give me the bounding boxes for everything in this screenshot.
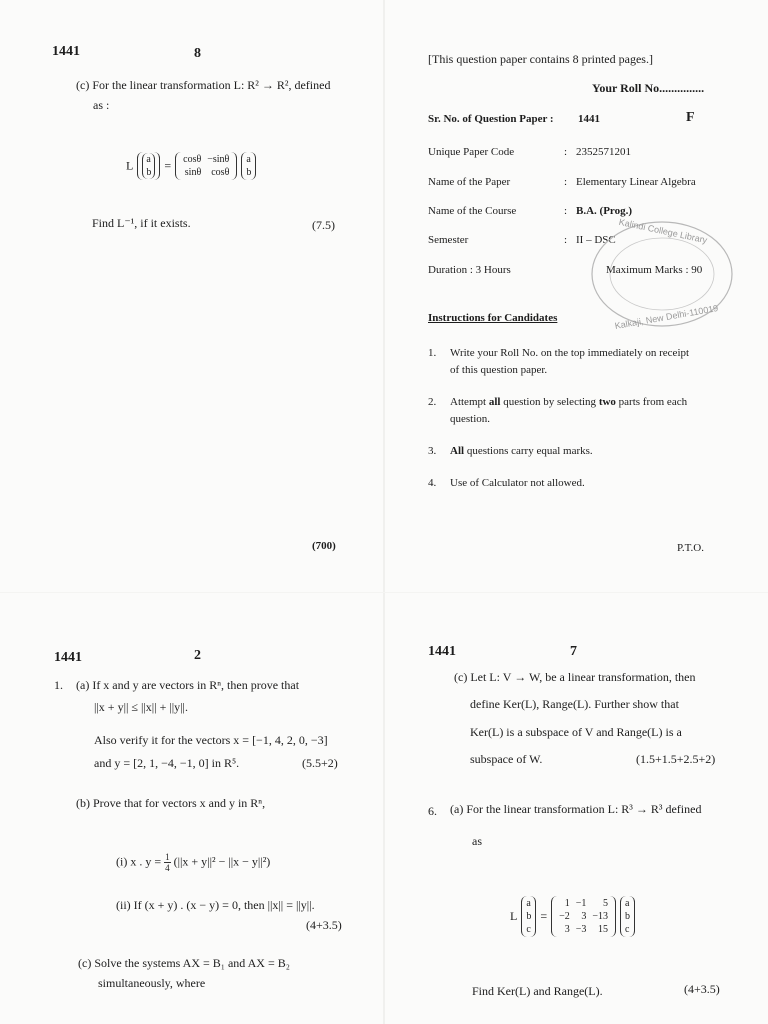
cover-row-value: B.A. (Prog.) bbox=[576, 205, 633, 217]
fold-line-vertical bbox=[383, 0, 385, 1024]
page-8-question-c-line1: (c) For the linear transformation L: R² → R², defined bbox=[76, 78, 331, 92]
page-7-number: 7 bbox=[570, 644, 577, 659]
page-8-marks: (7.5) bbox=[312, 218, 335, 232]
vector-entry: b bbox=[526, 911, 532, 922]
instruction-text: Write your Roll No. on the top immediately on receipt bbox=[450, 347, 690, 359]
operator-L: L bbox=[510, 909, 518, 924]
input-vector bbox=[137, 152, 160, 180]
fold-line-horizontal bbox=[0, 592, 768, 593]
cover-duration: Duration : 3 Hours bbox=[428, 264, 511, 276]
matrix-cell: 3 bbox=[581, 911, 587, 922]
vector-entry: b bbox=[625, 911, 631, 922]
matrix-cell: 5 bbox=[603, 898, 609, 909]
matrix-cell: cosθ bbox=[183, 154, 202, 165]
question-1b-part-i: (i) x . y = $\frac{1}{4}$ (||x + y||² − ||x − y||²) bbox=[116, 852, 271, 873]
vector-entry: a bbox=[526, 898, 531, 909]
vector-entry: c bbox=[526, 924, 531, 935]
question-1b-part-ii: (ii) If (x + y) . (x − y) = 0, then ||x|| = ||y||. bbox=[116, 898, 315, 912]
instructions-title: Instructions for Candidates bbox=[428, 312, 558, 324]
cover-row-colon: : bbox=[564, 176, 568, 188]
matrix-cell: −13 bbox=[592, 911, 609, 922]
instruction-text: question. bbox=[450, 413, 491, 425]
matrix-cell: 1 bbox=[564, 898, 570, 909]
output-vector bbox=[620, 896, 635, 937]
cover-row-value: Elementary Linear Algebra bbox=[576, 176, 696, 188]
vector-entry: a bbox=[146, 154, 151, 165]
cover-row-label: Semester bbox=[428, 234, 469, 246]
question-5c-line4: subspace of W. bbox=[470, 752, 543, 766]
question-5c-line1: (c) Let L: V → W, be a linear transformation, then bbox=[454, 670, 696, 684]
page-8-transformation-equation: L a b = cosθ −sinθ sinθ cosθ a b bbox=[126, 152, 256, 180]
question-6a-line1: (a) For the linear transformation L: R³ → R³ defined bbox=[450, 802, 702, 816]
page-8-paper-code: 1441 bbox=[52, 44, 80, 59]
instruction-text: of this question paper. bbox=[450, 364, 548, 376]
transformation-matrix bbox=[551, 896, 616, 937]
question-6a-find: Find Ker(L) and Range(L). bbox=[472, 984, 603, 998]
page-2-number: 2 bbox=[194, 648, 201, 663]
question-1a-line2: ||x + y|| ≤ ||x|| + ||y||. bbox=[94, 700, 188, 714]
operator-L: L bbox=[126, 158, 134, 173]
matrix-cell: −1 bbox=[575, 898, 587, 909]
question-1c-line1: (c) Solve the systems AX = B₁ and AX = B₂ bbox=[78, 956, 290, 970]
question-6-number: 6. bbox=[428, 804, 437, 818]
cover-row-value: II – DSC bbox=[576, 234, 616, 246]
page-2-paper-code: 1441 bbox=[54, 650, 82, 665]
cover-row-label: Name of the Paper bbox=[428, 176, 511, 188]
question-1a-marks: (5.5+2) bbox=[302, 756, 338, 770]
output-vector bbox=[241, 152, 256, 180]
page-7-transformation-equation: L a b c = 1 −1 5 −2 3 −13 3 −3 15 a b c bbox=[510, 896, 635, 937]
cover-sr-value: 1441 bbox=[578, 113, 600, 125]
question-1c-line2: simultaneously, where bbox=[98, 976, 206, 990]
instruction-number: 2. bbox=[428, 396, 437, 408]
instruction-number: 4. bbox=[428, 477, 437, 489]
page-8-find-inverse: Find L⁻¹, if it exists. bbox=[92, 216, 191, 230]
matrix-cell: sinθ bbox=[184, 167, 202, 178]
question-1-number: 1. bbox=[54, 678, 63, 692]
vector-entry: a bbox=[625, 898, 630, 909]
page-7-paper-code: 1441 bbox=[428, 644, 456, 659]
question-1a-line1: (a) If x and y are vectors in Rⁿ, then prove that bbox=[76, 678, 300, 692]
vector-entry: c bbox=[625, 924, 630, 935]
question-5c-marks: (1.5+1.5+2.5+2) bbox=[636, 752, 716, 766]
cover-row-colon: : bbox=[564, 234, 568, 246]
cover-header-note: [This question paper contains 8 printed pages.] bbox=[428, 52, 653, 66]
page-8-number: 8 bbox=[194, 46, 201, 61]
cover-roll-no: Your Roll No............... bbox=[592, 81, 705, 95]
question-6a-marks: (4+3.5) bbox=[684, 982, 720, 996]
matrix-cell: −3 bbox=[575, 924, 587, 935]
instruction-number: 3. bbox=[428, 445, 437, 457]
cover-row-label: Name of the Course bbox=[428, 205, 517, 217]
instruction-number: 1. bbox=[428, 347, 437, 359]
input-vector bbox=[521, 896, 536, 937]
question-1b-line1: (b) Prove that for vectors x and y in Rⁿ, bbox=[76, 796, 266, 810]
fraction-one-quarter: $\frac{1}{4}$ bbox=[165, 852, 170, 873]
cover-row-colon: : bbox=[564, 146, 568, 158]
instruction-text: Use of Calculator not allowed. bbox=[450, 477, 585, 489]
cover-set-letter: F bbox=[686, 110, 695, 125]
cover-row-label: Unique Paper Code bbox=[428, 146, 515, 158]
matrix-cell: cosθ bbox=[211, 167, 230, 178]
matrix-cell: −sinθ bbox=[207, 154, 230, 165]
cover-pto: P.T.O. bbox=[677, 542, 704, 554]
matrix-cell: 3 bbox=[564, 924, 570, 935]
matrix-cell: −2 bbox=[559, 911, 570, 922]
question-1b-marks: (4+3.5) bbox=[306, 918, 342, 932]
cover-row-value: 2352571201 bbox=[576, 146, 631, 158]
vector-entry: a bbox=[246, 154, 251, 165]
cover-row-colon: : bbox=[564, 205, 568, 217]
rotation-matrix bbox=[175, 152, 237, 180]
stamp-text-top: Kalindi College Library bbox=[617, 216, 709, 246]
question-1a-line4: and y = [2, 1, −4, −1, 0] in R⁵. bbox=[94, 756, 240, 770]
cover-max-marks: Maximum Marks : 90 bbox=[606, 264, 703, 276]
instruction-text: Attempt all question by selecting two parts from each bbox=[450, 396, 688, 408]
question-6a-line2: as bbox=[472, 834, 482, 848]
cover-sr-label: Sr. No. of Question Paper : bbox=[428, 113, 554, 125]
vector-entry: b bbox=[146, 167, 152, 178]
question-1a-line3: Also verify it for the vectors x = [−1, 4, 2, 0, −3] bbox=[94, 733, 328, 747]
page-7-panel bbox=[384, 512, 768, 1024]
stamp-text-bottom: Kalkaji, New Delhi-110019 bbox=[613, 302, 719, 332]
matrix-cell: 15 bbox=[598, 924, 609, 935]
vector-entry: b bbox=[246, 167, 252, 178]
instruction-text: All questions carry equal marks. bbox=[450, 445, 593, 457]
page-8-copies: (700) bbox=[312, 540, 336, 552]
question-5c-line3: Ker(L) is a subspace of V and Range(L) is a bbox=[470, 725, 682, 739]
page-8-panel bbox=[0, 0, 384, 512]
page-8-question-c-line2: as : bbox=[93, 98, 110, 112]
question-5c-line2: define Ker(L), Range(L). Further show that bbox=[470, 697, 679, 711]
